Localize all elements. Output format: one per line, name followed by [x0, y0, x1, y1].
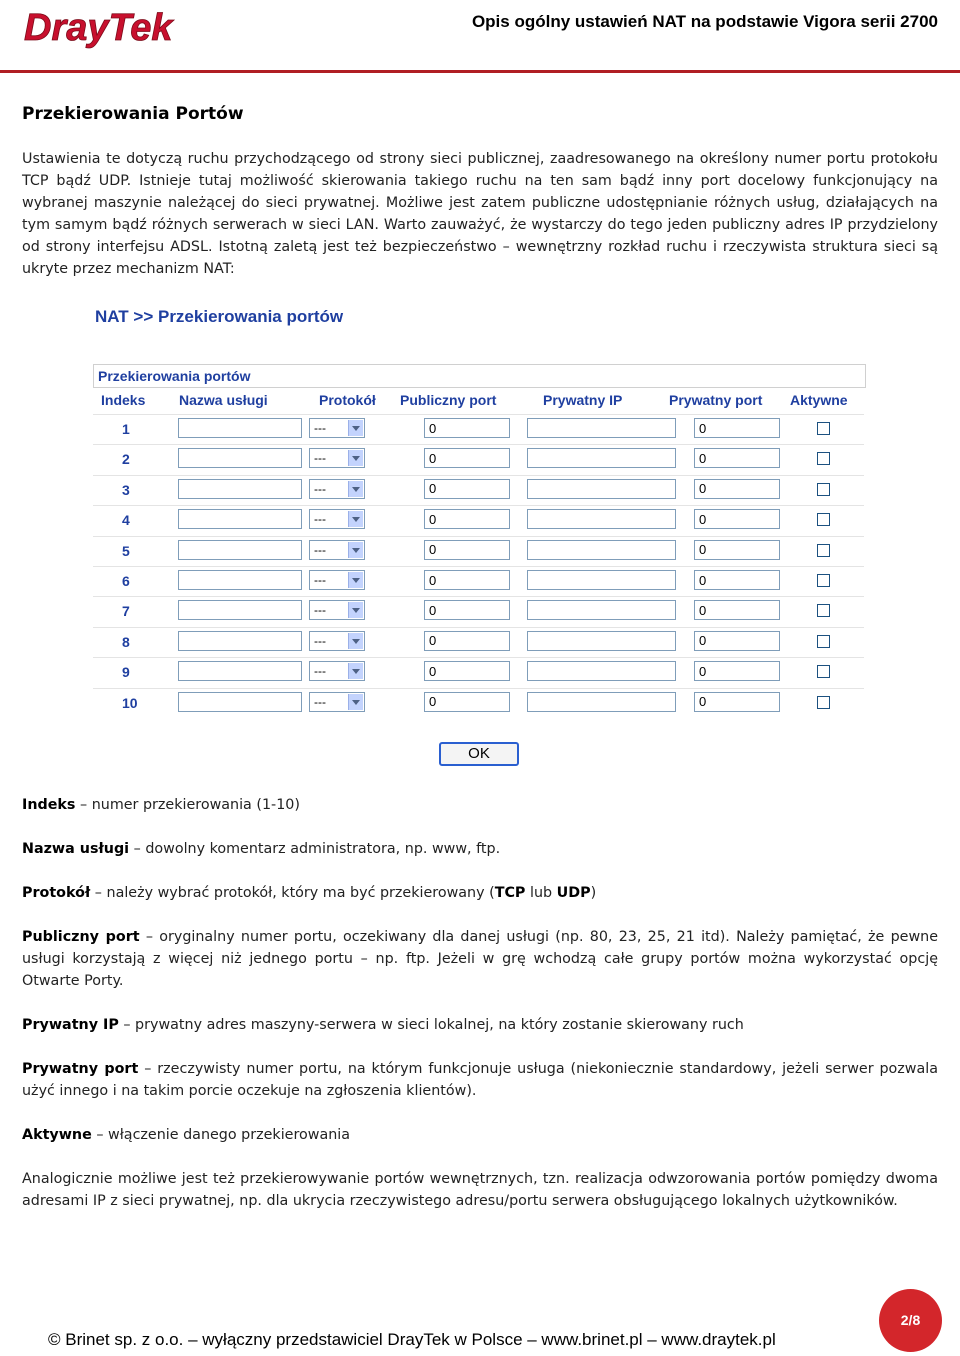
closing-paragraph: Analogicznie możliwe jest też przekierowywanie portów wewnętrznych, tzn. realizacja odwzorowania portów pomiędzy dwoma adresami IP z sieci prywatnej, np. dla ukrycia rzeczywistego adresu/portu serwera obsługującego lokalnych użytkowników.	[22, 1171, 938, 1209]
service-name-input[interactable]	[178, 631, 302, 651]
chevron-down-icon[interactable]	[348, 694, 363, 710]
protocol-value: ---	[314, 633, 326, 648]
active-checkbox[interactable]	[817, 696, 830, 709]
col-header-indeks: Indeks	[101, 392, 146, 408]
page-header	[0, 0, 960, 74]
private-ip-input[interactable]	[527, 600, 676, 620]
term-publiczny-port: Publiczny port	[22, 929, 140, 945]
public-port-input[interactable]	[424, 448, 510, 468]
close-paren: )	[590, 885, 597, 901]
definition-prywatny-port	[22, 1058, 938, 1102]
active-checkbox[interactable]	[817, 483, 830, 496]
private-port-input[interactable]	[694, 692, 780, 712]
col-header-prywatny-ip: Prywatny IP	[543, 392, 623, 408]
private-ip-input[interactable]	[527, 509, 676, 529]
protocol-value: ---	[314, 481, 326, 496]
public-port-input[interactable]	[424, 600, 510, 620]
row-index: 1	[122, 421, 130, 437]
header-divider	[0, 70, 960, 73]
definition-prywatny-ip	[22, 1014, 938, 1036]
table-row	[93, 536, 864, 567]
chevron-down-icon[interactable]	[348, 602, 363, 618]
chevron-down-icon[interactable]	[348, 481, 363, 497]
definition-indeks	[22, 794, 938, 816]
chevron-down-icon[interactable]	[348, 542, 363, 558]
footer-text: © Brinet sp. z o.o. – wyłączny przedstawiciel DrayTek w Polsce – www.brinet.pl – www.draytek.pl	[48, 1330, 776, 1349]
row-index: 7	[122, 603, 130, 620]
or-label: lub	[525, 885, 557, 901]
protocol-select[interactable]	[309, 418, 365, 438]
private-port-input[interactable]	[694, 540, 780, 560]
svg-text:DrayTek: DrayTek	[24, 7, 173, 49]
table-row	[93, 505, 864, 536]
table-row	[93, 657, 864, 688]
service-name-input[interactable]	[178, 448, 302, 468]
service-name-input[interactable]	[178, 540, 302, 560]
active-checkbox[interactable]	[817, 544, 830, 557]
protocol-value: ---	[314, 603, 326, 618]
private-ip-input[interactable]	[527, 661, 676, 681]
section-title: Przekierowania Portów	[22, 104, 244, 124]
active-checkbox[interactable]	[817, 513, 830, 526]
service-name-input[interactable]	[178, 479, 302, 499]
chevron-down-icon[interactable]	[348, 511, 363, 527]
row-index: 10	[122, 694, 138, 711]
table-row	[93, 627, 864, 658]
router-panel	[93, 302, 866, 770]
table-row	[93, 444, 864, 475]
protocol-value: ---	[314, 421, 326, 435]
private-ip-input[interactable]	[527, 418, 676, 438]
service-name-input[interactable]	[178, 509, 302, 529]
service-name-input[interactable]	[178, 600, 302, 620]
service-name-input[interactable]	[178, 570, 302, 590]
active-checkbox[interactable]	[817, 422, 830, 435]
definition-protokol	[22, 882, 938, 904]
desc-prywatny-ip: – prywatny adres maszyny-serwera w sieci lokalnej, na który zostanie skierowany ruch	[118, 1017, 744, 1033]
public-port-input[interactable]	[424, 661, 510, 681]
panel-title: NAT >> Przekierowania portów	[95, 307, 344, 326]
protocol-select[interactable]	[309, 692, 365, 712]
section-bar-label: Przekierowania portów	[98, 368, 251, 384]
protocol-select[interactable]	[309, 570, 365, 590]
private-ip-input[interactable]	[527, 631, 676, 651]
term-aktywne: Aktywne	[22, 1127, 92, 1143]
udp-label: UDP	[556, 885, 591, 901]
col-header-nazwa-uslugi: Nazwa usługi	[179, 392, 268, 408]
protocol-select[interactable]	[309, 661, 365, 681]
active-checkbox[interactable]	[817, 604, 830, 617]
chevron-down-icon[interactable]	[348, 450, 363, 466]
protocol-value: ---	[314, 451, 326, 466]
desc-indeks: – numer przekierowania (1-10)	[75, 797, 300, 813]
chevron-down-icon[interactable]	[348, 420, 363, 436]
document-title: Opis ogólny ustawień NAT na podstawie Vigora serii 2700	[471, 12, 938, 31]
service-name-input[interactable]	[178, 692, 302, 712]
chevron-down-icon[interactable]	[348, 663, 363, 679]
protocol-select[interactable]	[309, 631, 365, 651]
term-nazwa-uslugi: Nazwa usługi	[22, 841, 130, 857]
desc-nazwa-uslugi: – dowolny komentarz administratora, np. www, ftp.	[129, 841, 501, 857]
draytek-logo	[22, 4, 202, 50]
table-row	[93, 688, 864, 719]
protocol-value: ---	[314, 664, 326, 679]
protocol-select[interactable]	[309, 540, 365, 560]
public-port-input[interactable]	[424, 570, 510, 590]
term-prywatny-ip: Prywatny IP	[22, 1017, 119, 1033]
private-port-input[interactable]	[694, 448, 780, 468]
row-index: 8	[122, 633, 130, 650]
table-row	[93, 596, 864, 627]
public-port-input[interactable]	[424, 692, 510, 712]
protocol-value: ---	[314, 573, 326, 587]
table-row	[93, 566, 864, 597]
definition-aktywne	[22, 1124, 938, 1146]
tcp-label: TCP	[494, 885, 526, 901]
private-port-input[interactable]	[694, 570, 780, 590]
service-name-input[interactable]	[178, 661, 302, 681]
col-header-protokol: Protokół	[319, 392, 376, 408]
private-port-input[interactable]	[694, 600, 780, 620]
private-port-input[interactable]	[694, 631, 780, 651]
protocol-value: ---	[314, 694, 326, 709]
row-index: 2	[122, 451, 130, 468]
public-port-input[interactable]	[424, 509, 510, 529]
public-port-input[interactable]	[424, 540, 510, 560]
private-ip-input[interactable]	[527, 692, 676, 712]
public-port-input[interactable]	[424, 631, 510, 651]
definition-publiczny-port	[22, 926, 938, 992]
definition-nazwa-uslugi	[22, 838, 938, 860]
ok-button[interactable]: OK	[439, 742, 519, 766]
private-port-input[interactable]	[694, 509, 780, 529]
public-port-input[interactable]	[424, 479, 510, 499]
desc-aktywne: – włączenie danego przekierowania	[91, 1127, 351, 1143]
protocol-select[interactable]	[309, 479, 365, 499]
row-index: 3	[122, 481, 130, 498]
private-port-input[interactable]	[694, 479, 780, 499]
term-protokol: Protokół	[22, 885, 91, 901]
active-checkbox[interactable]	[817, 665, 830, 678]
port-redirection-section-bar	[93, 364, 866, 388]
active-checkbox[interactable]	[817, 452, 830, 465]
private-port-input[interactable]	[694, 418, 780, 438]
private-ip-input[interactable]	[527, 448, 676, 468]
active-checkbox[interactable]	[817, 574, 830, 587]
chevron-down-icon[interactable]	[348, 572, 363, 588]
protocol-select[interactable]	[309, 509, 365, 529]
service-name-input[interactable]	[178, 418, 302, 438]
private-ip-input[interactable]	[527, 540, 676, 560]
chevron-down-icon[interactable]	[348, 633, 363, 649]
private-port-input[interactable]	[694, 661, 780, 681]
intro-paragraph: Ustawienia te dotyczą ruchu przychodzącego od strony sieci publicznej, zaadresowanego na określony numer portu protokołu TCP bądź UDP. Istnieje tutaj możliwość skierowania takiego ruchu na ten sam bądź inny port docelowy funkcjonujący na wybranej maszynie należącej do sieci prywatnej. Możliwe jest zatem publiczne udostępnianie różnych usług, działających na tym samym bądź różnych serwerach w sieci LAN. Warto zauważyć, że wystarczy do tego jeden publiczny adres IP przydzielony od strony interfejsu ADSL. Istotną zaletą jest też bezpieczeństwo – wewnętrzny rozkład ruchu i rzeczywista struktura sieci są ukryte przez mechanizm NAT:	[22, 151, 938, 277]
page-number-badge: 2/8	[879, 1289, 942, 1352]
row-index: 6	[122, 573, 130, 589]
desc-prywatny-port: – rzeczywisty numer portu, na którym funkcjonuje usługa (niekoniecznie standardowy, jeżeli serwer pozwala użyć innego i na takim porcie oczekuje na zgłoszenia klientów).	[22, 1061, 938, 1099]
col-header-prywatny-port: Prywatny port	[669, 392, 763, 408]
active-checkbox[interactable]	[817, 635, 830, 648]
protocol-select[interactable]	[309, 448, 365, 468]
table-row	[93, 414, 864, 445]
term-prywatny-port: Prywatny port	[22, 1061, 139, 1077]
row-index: 9	[122, 664, 130, 681]
col-header-aktywne: Aktywne	[790, 392, 848, 408]
term-indeks: Indeks	[22, 797, 76, 813]
row-index: 4	[122, 512, 130, 529]
row-index: 5	[122, 542, 130, 559]
desc-protokol: – należy wybrać protokół, który ma być przekierowany (	[90, 885, 495, 901]
table-row	[93, 475, 864, 506]
public-port-input[interactable]	[424, 418, 510, 438]
private-ip-input[interactable]	[527, 570, 676, 590]
col-header-publiczny-port: Publiczny port	[400, 392, 497, 408]
desc-publiczny-port: – oryginalny numer portu, oczekiwany dla danej usługi (np. 80, 23, 25, 21 itd). Należy pamiętać, że pewne usługi korzystają z więcej niż jednego portu – np. ftp. Jeżeli w grę wchodzą całe grupy portów można wykorzystać opcję Otwarte Porty.	[22, 929, 939, 989]
protocol-select[interactable]	[309, 600, 365, 620]
private-ip-input[interactable]	[527, 479, 676, 499]
protocol-value: ---	[314, 542, 326, 557]
protocol-value: ---	[314, 512, 326, 527]
